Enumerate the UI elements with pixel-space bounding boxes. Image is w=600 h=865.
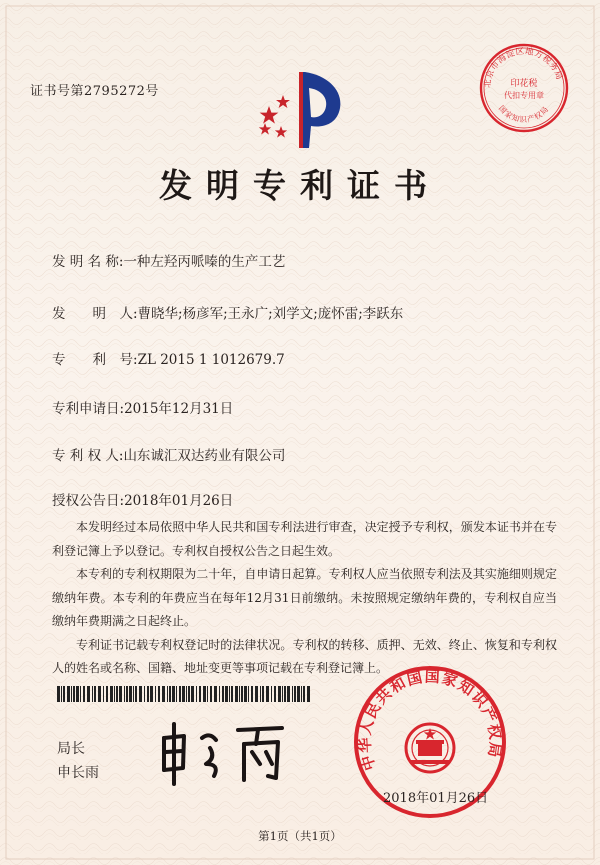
field-value: 2018年01月26日 [124, 493, 234, 509]
field-label: 专 利 权 人: [52, 448, 124, 464]
seal-ring-text: 中华人民共和国国家知识产权局 [355, 667, 505, 773]
field-value: 2015年12月31日 [124, 401, 234, 417]
cnipa-emblem-icon [253, 68, 353, 150]
field-value: 曹晓华;杨彦军;王永广;刘学文;庞怀雷;李跃东 [137, 306, 404, 322]
field-invention-name [52, 250, 285, 270]
field-label: 发 明 人: [52, 306, 138, 322]
field-label: 发 明 名 称: [52, 254, 124, 270]
tax-stamp-icon [478, 42, 570, 134]
field-patent-number [52, 348, 285, 368]
stamp-line2: 代扣专用章 [504, 91, 544, 100]
field-inventors [52, 302, 403, 322]
field-patentee [52, 444, 285, 464]
field-label: 专利申请日: [52, 401, 125, 417]
field-value: ZL 2015 1 1012679.7 [137, 352, 285, 368]
field-grant-date [52, 489, 233, 509]
stamp-line1: 印花税 [510, 79, 538, 89]
field-label: 授权公告日: [52, 493, 125, 509]
barcode-icon [57, 686, 312, 702]
body-paragraph: 本发明经过本局依照中华人民共和国专利法进行审查，决定授予专利权，颁发本证书并在专利登记簿上予以登记。专利权自授权公告之日起生效。 [52, 520, 557, 558]
chief-name: 申长雨 [57, 765, 99, 781]
signature-icon [150, 718, 300, 788]
svg-text:国家知识产权局 [497, 104, 551, 124]
certificate-number: 证书号第2795272号 [30, 84, 159, 99]
chief-title: 局长 [57, 741, 85, 757]
body-paragraph: 本专利的专利权期限为二十年，自申请日起算。专利权人应当依照专利法及其实施细则规定缴纳年费。本专利的年费应当在每年12月31日前缴纳。未按照规定缴纳年费的，专利权自应当缴纳年费期满之日起终止。 [52, 567, 557, 628]
seal-date: 2018年01月26日 [383, 791, 489, 806]
field-application-date [52, 397, 233, 417]
field-value: 一种左羟丙哌嗪的生产工艺 [123, 254, 286, 270]
stamp-ring-text: 北京市海淀区地方税务局 [482, 46, 565, 89]
certificate-title: 发明专利证书 [159, 166, 441, 205]
field-value: 山东诚汇双达药业有限公司 [123, 448, 286, 464]
svg-text:中华人民共和国国家知识产权局 [356, 668, 505, 773]
stamp-bottom-text: 国家知识产权局 [496, 103, 551, 125]
certificate-body [52, 516, 557, 681]
page-footer: 第1页（共1页） [258, 829, 342, 843]
field-label: 专 利 号: [52, 352, 138, 368]
body-paragraph: 专利证书记载专利权登记时的法律状况。专利权的转移、质押、无效、终止、恢复和专利权人的姓名或名称、国籍、地址变更等事项记载在专利登记簿上。 [52, 637, 557, 675]
